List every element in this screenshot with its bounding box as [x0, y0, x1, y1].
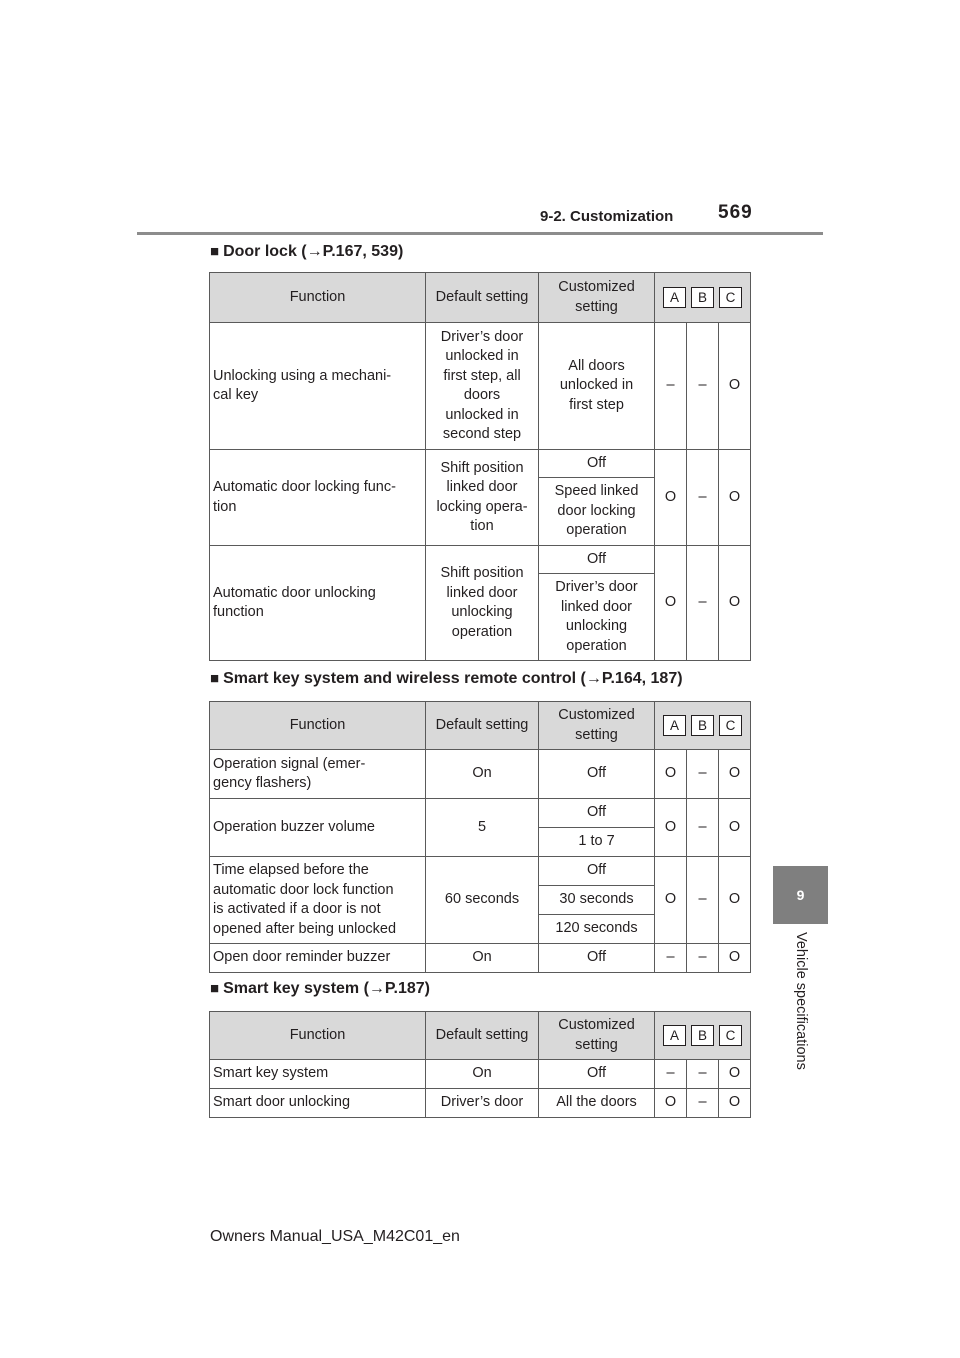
- column-header: Default setting: [426, 702, 539, 750]
- badge-c: C: [719, 715, 742, 736]
- custom-cell: Off: [539, 857, 655, 886]
- b-cell: –: [687, 944, 719, 973]
- a-cell: O: [655, 750, 687, 799]
- a-cell: –: [655, 944, 687, 973]
- custom-cell: All doors unlocked in first step: [539, 323, 655, 450]
- badge-a: A: [663, 1025, 686, 1046]
- default-cell: Shift position linked door locking opera- tion: [426, 450, 539, 546]
- badge-b: B: [691, 715, 714, 736]
- square-bullet-icon: ■: [210, 670, 220, 687]
- badge-c: C: [719, 287, 742, 308]
- column-header: Function: [210, 273, 426, 323]
- a-cell: –: [655, 1060, 687, 1089]
- c-cell: O: [719, 750, 751, 799]
- b-cell: –: [687, 546, 719, 661]
- c-cell: O: [719, 546, 751, 661]
- column-header: Customized setting: [539, 702, 655, 750]
- badge-a: A: [663, 287, 686, 308]
- b-cell: –: [687, 1060, 719, 1089]
- custom-cell: Off: [539, 1060, 655, 1089]
- section-title-smart-key: ■ Smart key system (→P.187): [210, 980, 430, 997]
- default-cell: Driver’s door unlocked in first step, all doors unlocked in second step: [426, 323, 539, 450]
- function-cell: Operation signal (emer- gency flashers): [210, 750, 426, 799]
- b-cell: –: [687, 450, 719, 546]
- abc-header: [655, 1012, 751, 1060]
- a-cell: O: [655, 1089, 687, 1118]
- c-cell: O: [719, 1060, 751, 1089]
- column-header: Function: [210, 702, 426, 750]
- function-cell: Automatic door locking func- tion: [210, 450, 426, 546]
- custom-cell: 120 seconds: [539, 915, 655, 944]
- a-cell: O: [655, 546, 687, 661]
- default-cell: 60 seconds: [426, 857, 539, 944]
- b-cell: –: [687, 857, 719, 944]
- a-cell: O: [655, 799, 687, 857]
- badge-b: B: [691, 1025, 714, 1046]
- b-cell: –: [687, 750, 719, 799]
- function-cell: Open door reminder buzzer: [210, 944, 426, 973]
- custom-cell: 1 to 7: [539, 828, 655, 857]
- default-cell: Shift position linked door unlocking operation: [426, 546, 539, 661]
- custom-cell: Speed linked door locking operation: [539, 478, 655, 546]
- b-cell: –: [687, 323, 719, 450]
- function-cell: Operation buzzer volume: [210, 799, 426, 857]
- c-cell: O: [719, 857, 751, 944]
- c-cell: O: [719, 323, 751, 450]
- column-header: Default setting: [426, 273, 539, 323]
- a-cell: O: [655, 450, 687, 546]
- a-cell: –: [655, 323, 687, 450]
- column-header: Default setting: [426, 1012, 539, 1060]
- default-cell: Driver’s door: [426, 1089, 539, 1118]
- abc-header: [655, 702, 751, 750]
- c-cell: O: [719, 944, 751, 973]
- table-header-row: [210, 273, 751, 323]
- function-cell: Unlocking using a mechani- cal key: [210, 323, 426, 450]
- badge-a: A: [663, 715, 686, 736]
- table-row: [210, 450, 751, 478]
- square-bullet-icon: ■: [210, 243, 220, 260]
- footer-document-id: Owners Manual_USA_M42C01_en: [210, 1228, 460, 1245]
- table-row: [210, 799, 751, 828]
- default-cell: On: [426, 750, 539, 799]
- arrow-icon: →: [306, 243, 323, 260]
- chapter-tab: 9: [773, 866, 828, 924]
- section-title-smart-key-wireless: ■ Smart key system and wireless remote control (→P.164, 187): [210, 670, 683, 687]
- arrow-icon: →: [368, 980, 385, 997]
- column-header: Customized setting: [539, 273, 655, 323]
- b-cell: –: [687, 799, 719, 857]
- badge-c: C: [719, 1025, 742, 1046]
- arrow-icon: →: [585, 670, 602, 687]
- b-cell: –: [687, 1089, 719, 1118]
- custom-cell: Off: [539, 750, 655, 799]
- section-header: 9-2. Customization: [540, 208, 674, 225]
- custom-cell: Driver’s door linked door unlocking operation: [539, 574, 655, 661]
- page-number: 569: [718, 202, 753, 223]
- custom-cell: Off: [539, 450, 655, 478]
- c-cell: O: [719, 450, 751, 546]
- smart-key-wireless-table: [209, 701, 751, 973]
- default-cell: On: [426, 944, 539, 973]
- table-header-row: [210, 702, 751, 750]
- function-cell: Smart door unlocking: [210, 1089, 426, 1118]
- table-row: [210, 546, 751, 574]
- custom-cell: Off: [539, 944, 655, 973]
- default-cell: 5: [426, 799, 539, 857]
- custom-cell: Off: [539, 546, 655, 574]
- table-row: [210, 857, 751, 886]
- smart-key-table: [209, 1011, 751, 1118]
- c-cell: O: [719, 1089, 751, 1118]
- table-row: [210, 1060, 751, 1089]
- abc-header: [655, 273, 751, 323]
- square-bullet-icon: ■: [210, 980, 220, 997]
- default-cell: On: [426, 1060, 539, 1089]
- function-cell: Automatic door unlocking function: [210, 546, 426, 661]
- custom-cell: Off: [539, 799, 655, 828]
- c-cell: O: [719, 799, 751, 857]
- table-row: [210, 1089, 751, 1118]
- function-cell: Time elapsed before the automatic door lock function is activated if a door is not opened after being unlocked: [210, 857, 426, 944]
- a-cell: O: [655, 857, 687, 944]
- column-header: Customized setting: [539, 1012, 655, 1060]
- custom-cell: All the doors: [539, 1089, 655, 1118]
- table-row: [210, 944, 751, 973]
- section-title-door-lock: ■ Door lock (→P.167, 539): [210, 243, 404, 260]
- column-header: Function: [210, 1012, 426, 1060]
- table-header-row: [210, 1012, 751, 1060]
- badge-b: B: [691, 287, 714, 308]
- table-row: [210, 750, 751, 799]
- door-lock-table: [209, 272, 751, 661]
- function-cell: Smart key system: [210, 1060, 426, 1089]
- header-rule: [137, 232, 823, 235]
- chapter-tab-label: Vehicle specifications: [793, 932, 809, 1070]
- table-row: [210, 323, 751, 450]
- custom-cell: 30 seconds: [539, 886, 655, 915]
